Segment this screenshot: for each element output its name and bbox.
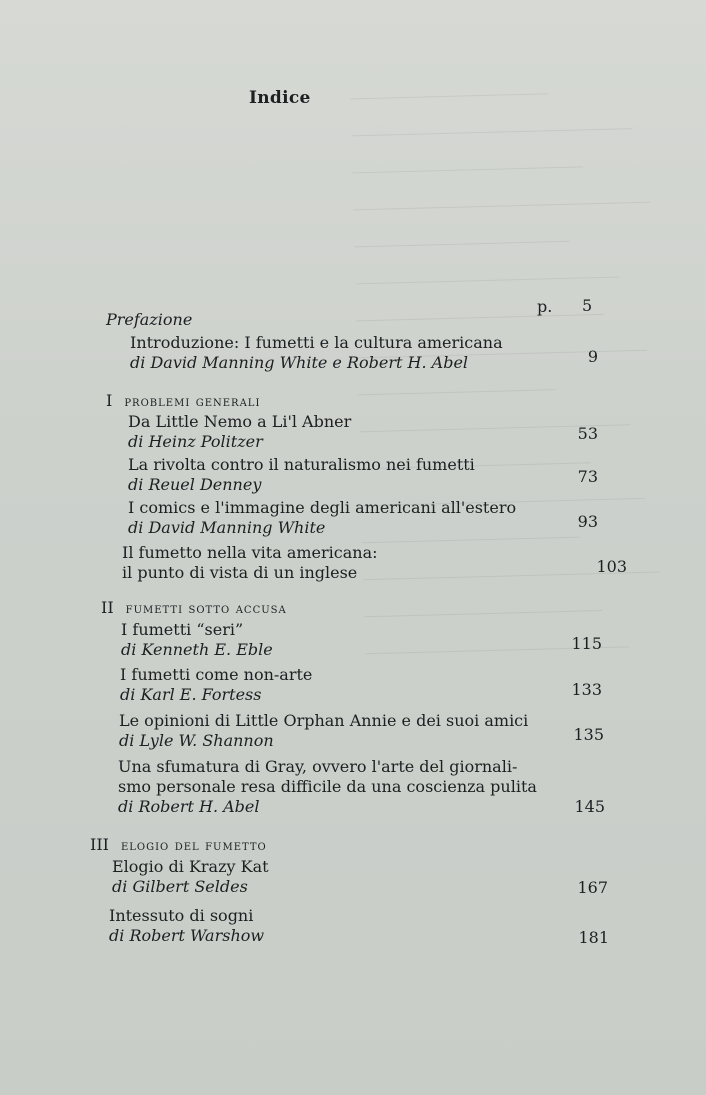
- toc-entry-page: 133: [571, 680, 602, 699]
- toc-entry-author: di Robert Warshow: [109, 926, 265, 945]
- preface-page-number: 5: [582, 296, 593, 315]
- toc-entry-author: di Kenneth E. Eble: [121, 640, 273, 659]
- toc-entry-page: 103: [596, 557, 627, 576]
- toc-entry-author: di Gilbert Seldes: [112, 877, 248, 896]
- preface-label: Prefazione: [106, 310, 193, 329]
- toc-entry-title: I fumetti come non-arte: [120, 665, 313, 684]
- toc-entry-page: 93: [577, 512, 598, 531]
- toc-entry-title: Le opinioni di Little Orphan Annie e dei suoi amici: [119, 711, 529, 730]
- section-heading-ii: [101, 598, 287, 617]
- preface-page-prefix: p.: [537, 297, 553, 316]
- section-title: problemi generali: [124, 394, 261, 410]
- toc-entry: [109, 906, 264, 946]
- toc-entry-author: di Robert H. Abel: [118, 797, 260, 816]
- toc-entry-page: 73: [577, 467, 598, 486]
- toc-entry-title-continued: smo personale resa difficile da una coscienza pulita: [118, 777, 537, 796]
- toc-entry-author: di Reuel Denney: [128, 475, 262, 494]
- toc-entry-title: Il fumetto nella vita americana:: [122, 543, 378, 562]
- section-heading-i: [106, 391, 260, 410]
- section-title: elogio del fumetto: [120, 838, 267, 854]
- toc-entry: [128, 455, 475, 495]
- toc-entry-page: 9: [587, 347, 598, 366]
- section-title: fumetti sotto accusa: [125, 601, 287, 617]
- toc-entry: [122, 543, 378, 583]
- section-numeral: I: [106, 391, 113, 410]
- toc-entry-title: I comics e l'immagine degli americani all'estero: [128, 498, 517, 517]
- toc-entry-page: 53: [577, 424, 598, 443]
- toc-entry: [128, 498, 516, 538]
- toc-entry-author: di David Manning White: [128, 518, 326, 537]
- toc-entry-author: di Heinz Politzer: [128, 432, 263, 451]
- toc-entry-author: di Lyle W. Shannon: [119, 731, 274, 750]
- toc-entry-page: 115: [571, 634, 602, 653]
- toc-entry-title: Elogio di Krazy Kat: [112, 857, 269, 876]
- index-title: Indice: [249, 88, 311, 108]
- toc-entry-page: 167: [577, 878, 608, 897]
- section-heading-iii: [90, 835, 267, 854]
- toc-entry: [118, 757, 537, 817]
- toc-entry-title: Intessuto di sogni: [109, 906, 254, 925]
- toc-entry-author: di David Manning White e Robert H. Abel: [130, 353, 469, 372]
- section-numeral: III: [90, 835, 109, 854]
- toc-entry-title: La rivolta contro il naturalismo nei fumetti: [128, 455, 475, 474]
- toc-entry: [120, 665, 312, 705]
- toc-entry: [119, 711, 528, 751]
- toc-entry: [121, 620, 273, 660]
- toc-entry-page: 145: [574, 797, 605, 816]
- toc-entry-title: Introduzione: I fumetti e la cultura americana: [130, 333, 503, 352]
- toc-entry: [128, 412, 351, 452]
- toc-entry-title: Da Little Nemo a Li'l Abner: [128, 412, 352, 431]
- section-numeral: II: [101, 598, 114, 617]
- toc-entry-title: I fumetti “seri”: [121, 620, 244, 639]
- toc-entry-subtitle: il punto di vista di un inglese: [122, 563, 358, 582]
- toc-entry-page: 181: [578, 928, 609, 947]
- toc-entry-intro: [130, 333, 503, 373]
- toc-entry: [112, 857, 269, 897]
- toc-entry-author: di Karl E. Fortess: [120, 685, 262, 704]
- toc-entry-page: 135: [573, 725, 604, 744]
- toc-entry-title: Una sfumatura di Gray, ovvero l'arte del giornali-: [118, 757, 518, 776]
